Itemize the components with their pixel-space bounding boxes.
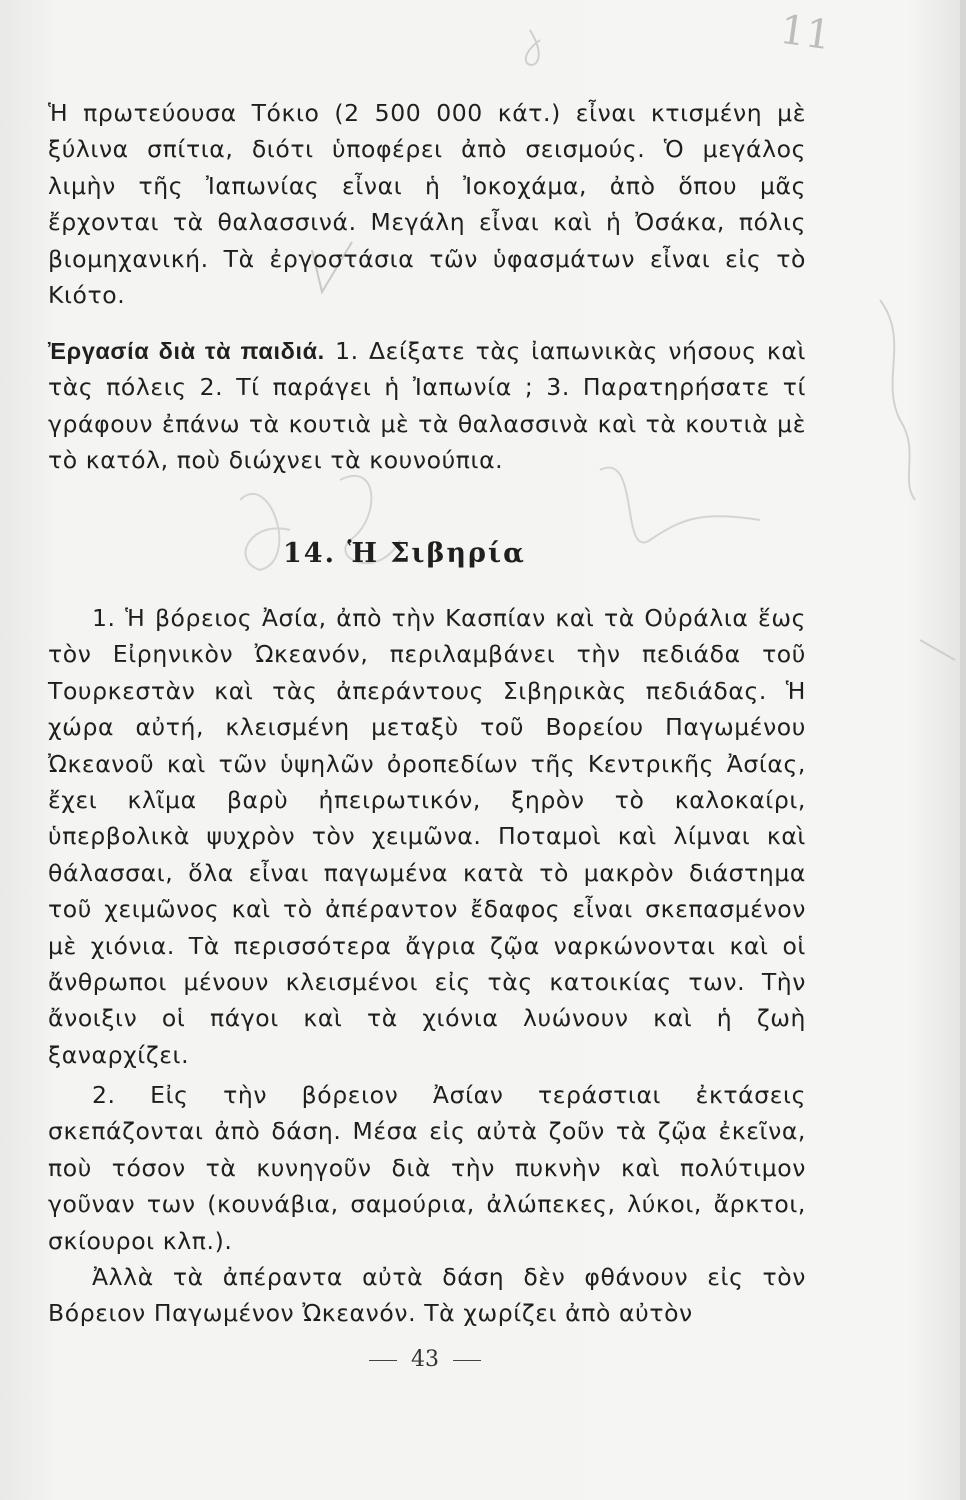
paragraph-3-text: 2. Εἰς τὴν βόρειον Ἀσίαν τεράστιαι ἐκτάσεις σκεπάζονται ἀπὸ δάση. Μέσα εἰς αὐτὰ ζοῦν τὰ ζῷα ἐκεῖνα, ποὺ τόσον τὰ κυνηγοῦν διὰ τὴν πυκνὴν καὶ πολύτιμον γοῦναν των (κουνάβια, σαμούρια, ἀλώπεκες, λύκοι, ἄρκτοι, σκίουροι κλπ.).: [48, 1081, 806, 1255]
exercise-label: Ἐργασία διὰ τὰ παιδιά.: [48, 338, 325, 364]
exercise-text: 1. Δείξατε τὰς ἰαπωνικὰς νήσους καὶ τὰς πόλεις 2. Τί παράγει ἡ Ἰαπωνία ; 3. Παρατηρήσατε τί γράφουν ἐπάνω τὰ κουτιὰ μὲ τὰ θαλασσινὰ καὶ τὰ κουτιὰ μὲ τὸ κατόλ, ποὺ διώχνει τὰ κουνούπια.: [48, 337, 806, 475]
page-number-dash-right: [453, 1360, 481, 1361]
paragraph-siberia: [48, 600, 806, 1073]
paragraph-4-text: Ἀλλὰ τὰ ἀπέραντα αὐτὰ δάση δὲν φθάνουν εἰς τὸν Βόρειον Παγωμένον Ὠκεανόν. Τὰ χωρίζει ἀπὸ αὐτὸν: [48, 1263, 806, 1328]
paragraph-2-text: 1. Ἡ βόρειος Ἀσία, ἀπὸ τὴν Κασπίαν καὶ τὰ Οὐράλια ἕως τὸν Εἰρηνικὸν Ὠκεανόν, περιλαμβάνει τὴν πεδιάδα τοῦ Τουρκεστὰν καὶ τὰς ἀπεράντους Σιβηρικὰς πεδιάδας. Ἡ χώρα αὐτή, κλεισμένη μεταξὺ τοῦ Βορείου Παγωμένου Ὠκεανοῦ καὶ τῶν ὑψηλῶν ὀροπεδίων τῆς Κεντρικῆς Ἀσίας, ἔχει κλῖμα βαρὺ ἠπειρωτικόν, ξηρὸν τὸ καλοκαίρι, ὑπερβολικὰ ψυχρὸν τὸν χειμῶνα. Ποταμοὶ καὶ λίμναι καὶ θάλασσαι, ὅλα εἶναι παγωμένα κατὰ τὸ μακρὸν διάστημα τοῦ χειμῶνος καὶ τὸ ἀπέραντον ἔδαφος εἶναι σκεπασμένον μὲ χιόνια. Τὰ περισσότερα ἄγρια ζῷα ναρκώνονται καὶ οἱ ἄνθρωποι μένουν κλεισμένοι εἰς τὰς κατοικίας των. Τὴν ἄνοιξιν οἱ πάγοι καὶ τὰ χιόνια λυώνουν καὶ ἡ ζωὴ ξαναρχίζει.: [48, 604, 806, 1069]
exercise-paragraph: [48, 333, 806, 479]
section-heading: [283, 538, 526, 569]
paragraph-forests: [48, 1077, 806, 1332]
page-number: [0, 1347, 850, 1372]
page-number-dash-left: [369, 1360, 397, 1361]
exercise-block: [48, 333, 806, 479]
pencil-scribble-right: [600, 468, 760, 543]
paragraph-1-text: Ἡ πρωτεύουσα Τόκιο (2 500 000 κάτ.) εἶναι κτισμένη μὲ ξύλινα σπίτια, διότι ὑποφέρει ἀπὸ σεισμούς. Ὁ μεγάλος λιμὴν τῆς Ἰαπωνίας εἶναι ἡ Ἰοκοχάμα, ἀπὸ ὅπου μᾶς ἔρχονται τὰ θαλασσινά. Μεγάλη εἶναι καὶ ἡ Ὀσάκα, πόλις βιομηχανική. Τὰ ἐργοστάσια τῶν ὑφασμάτων εἶναι εἰς τὸ Κιότο.: [48, 99, 806, 310]
page-number-value: 43: [411, 1347, 439, 1372]
pencil-margin-line: [920, 640, 955, 660]
section-title: Ἡ Σιβηρία: [347, 538, 526, 569]
pencil-loop-top: [526, 30, 540, 65]
pencil-page-mark: 11: [777, 6, 834, 60]
paragraph-tokyo: [48, 95, 806, 313]
section-number: 14.: [283, 538, 336, 569]
pencil-margin-mark: [880, 300, 915, 500]
